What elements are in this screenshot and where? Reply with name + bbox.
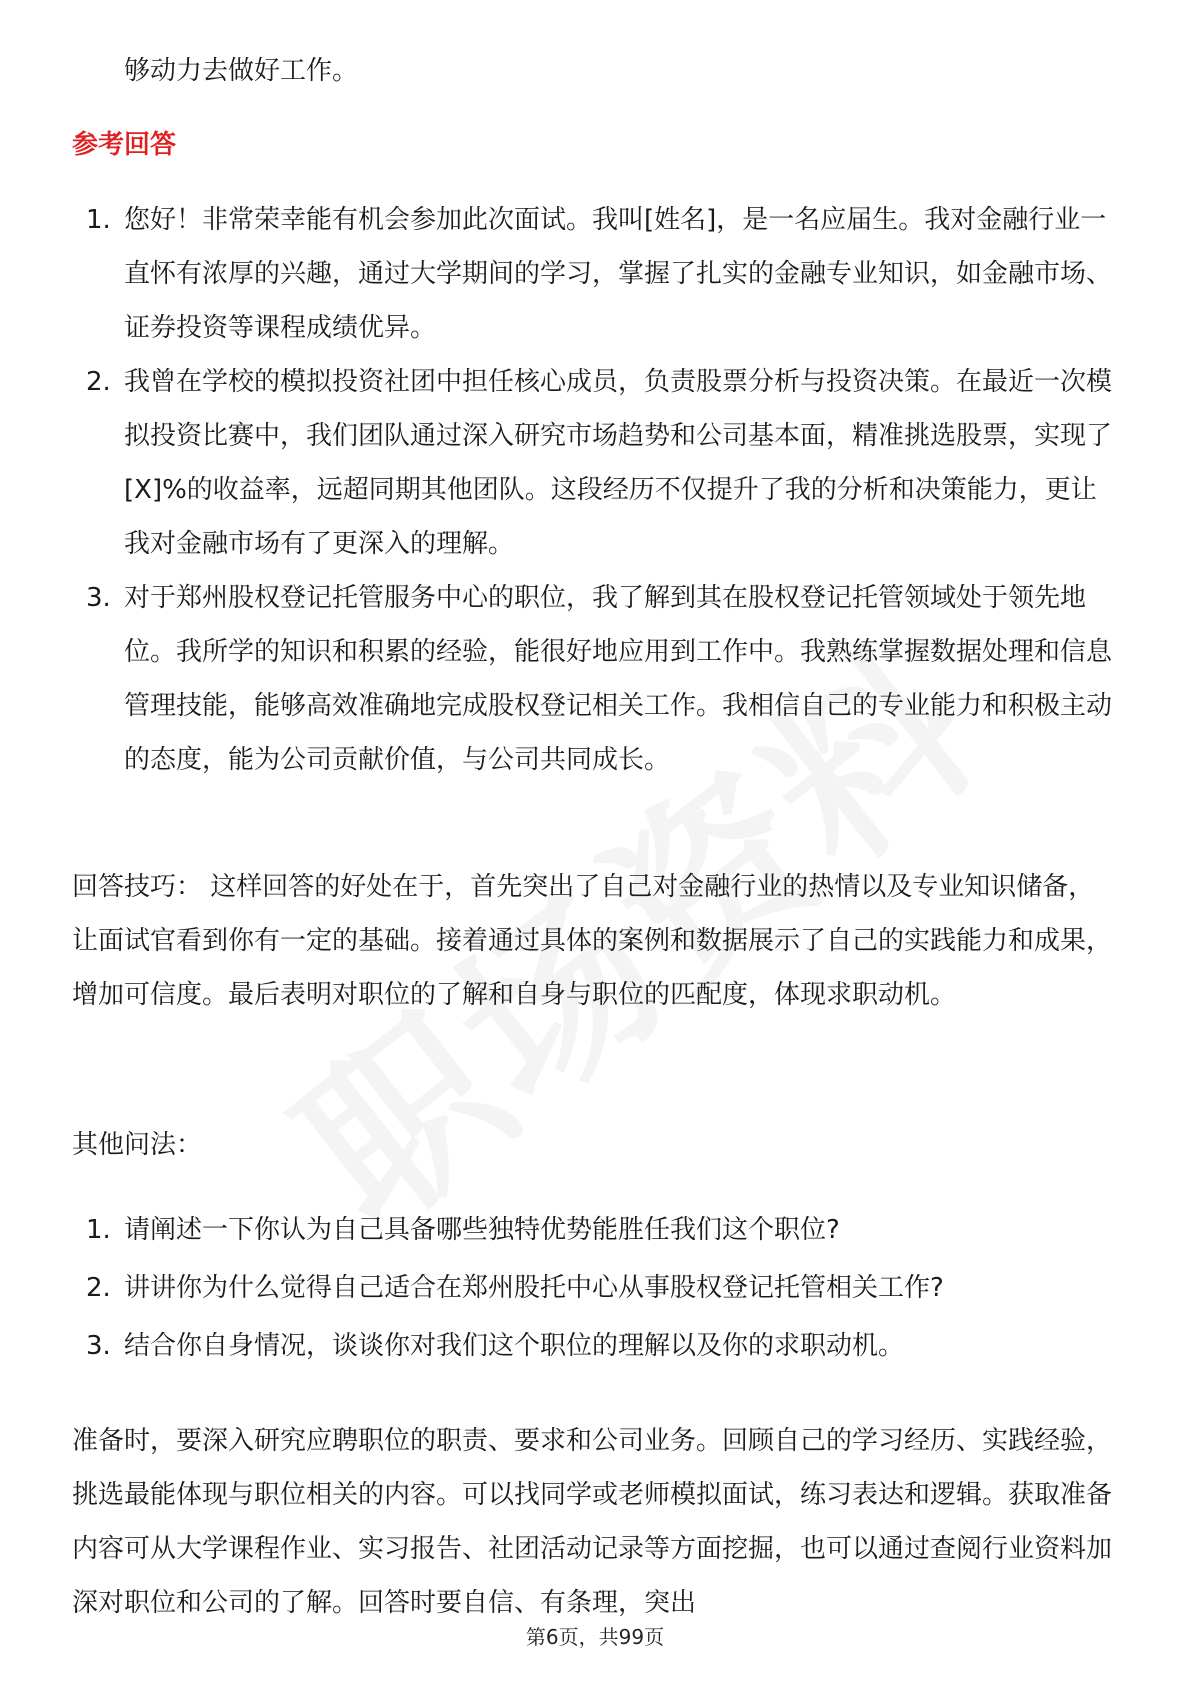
list-item-text: 讲讲你为什么觉得自己适合在郑州股托中心从事股权登记托管相关工作?: [124, 1273, 944, 1303]
list-number: 3.: [86, 583, 111, 613]
list-number: 3.: [86, 1331, 111, 1361]
other-questions-title: 其他问法：: [72, 1130, 203, 1160]
answer-list: [72, 193, 1120, 787]
list-item: [72, 1319, 1120, 1373]
answer-tips-paragraph: 回答技巧： 这样回答的好处在于，首先突出了自己对金融行业的热情以及专业知识储备，让面试官看到你有一定的基础。接着通过具体的案例和数据展示了自己的实践能力和成果，增加可信度。最后表明对职位的了解和自身与职位的匹配度，体现求职动机。: [72, 872, 1113, 1010]
section-heading: 参考回答: [72, 130, 177, 160]
list-number: 2.: [86, 1273, 111, 1303]
list-item: [72, 355, 1120, 571]
list-item-text: 对于郑州股权登记托管服务中心的职位，我了解到其在股权登记托管领域处于领先地位。我所学的知识和积累的经验，能很好地应用到工作中。我熟练掌握数据处理和信息管理技能，能够高效准确地完成股权登记相关工作。我相信自己的专业能力和积极主动的态度，能为公司贡献价值，与公司共同成长。: [124, 583, 1113, 775]
list-item-text: 请阐述一下你认为自己具备哪些独特优势能胜任我们这个职位?: [124, 1215, 840, 1245]
preparation-paragraph: 准备时，要深入研究应聘职位的职责、要求和公司业务。回顾自己的学习经历、实践经验，挑选最能体现与职位相关的内容。可以找同学或老师模拟面试，练习表达和逻辑。获取准备内容可从大学课程作业、实习报告、社团活动记录等方面挖掘，也可以通过查阅行业资料加深对职位和公司的了解。回答时要自信、有条理，突出: [72, 1426, 1113, 1618]
other-questions-list: [72, 1203, 1120, 1377]
list-item: [72, 571, 1120, 787]
list-number: 1.: [86, 205, 111, 235]
list-item-text: 我曾在学校的模拟投资社团中担任核心成员，负责股票分析与投资决策。在最近一次模拟投资比赛中，我们团队通过深入研究市场趋势和公司基本面，精准挑选股票，实现了[X]%的收益率，远超同期其他团队。这段经历不仅提升了我的分析和决策能力，更让我对金融市场有了更深入的理解。: [124, 367, 1113, 559]
list-item-text: 您好！非常荣幸能有机会参加此次面试。我叫[姓名]，是一名应届生。我对金融行业一直怀有浓厚的兴趣，通过大学期间的学习，掌握了扎实的金融专业知识，如金融市场、证券投资等课程成绩优异。: [124, 205, 1113, 343]
continuation-text: 够动力去做好工作。: [124, 56, 359, 86]
list-item-text: 结合你自身情况，谈谈你对我们这个职位的理解以及你的求职动机。: [124, 1331, 905, 1361]
page-footer: 第6页，共99页: [525, 1625, 665, 1649]
list-item: [72, 1203, 1120, 1257]
list-item: [72, 193, 1120, 355]
list-number: 1.: [86, 1215, 111, 1245]
list-number: 2.: [86, 367, 111, 397]
list-item: [72, 1261, 1120, 1315]
